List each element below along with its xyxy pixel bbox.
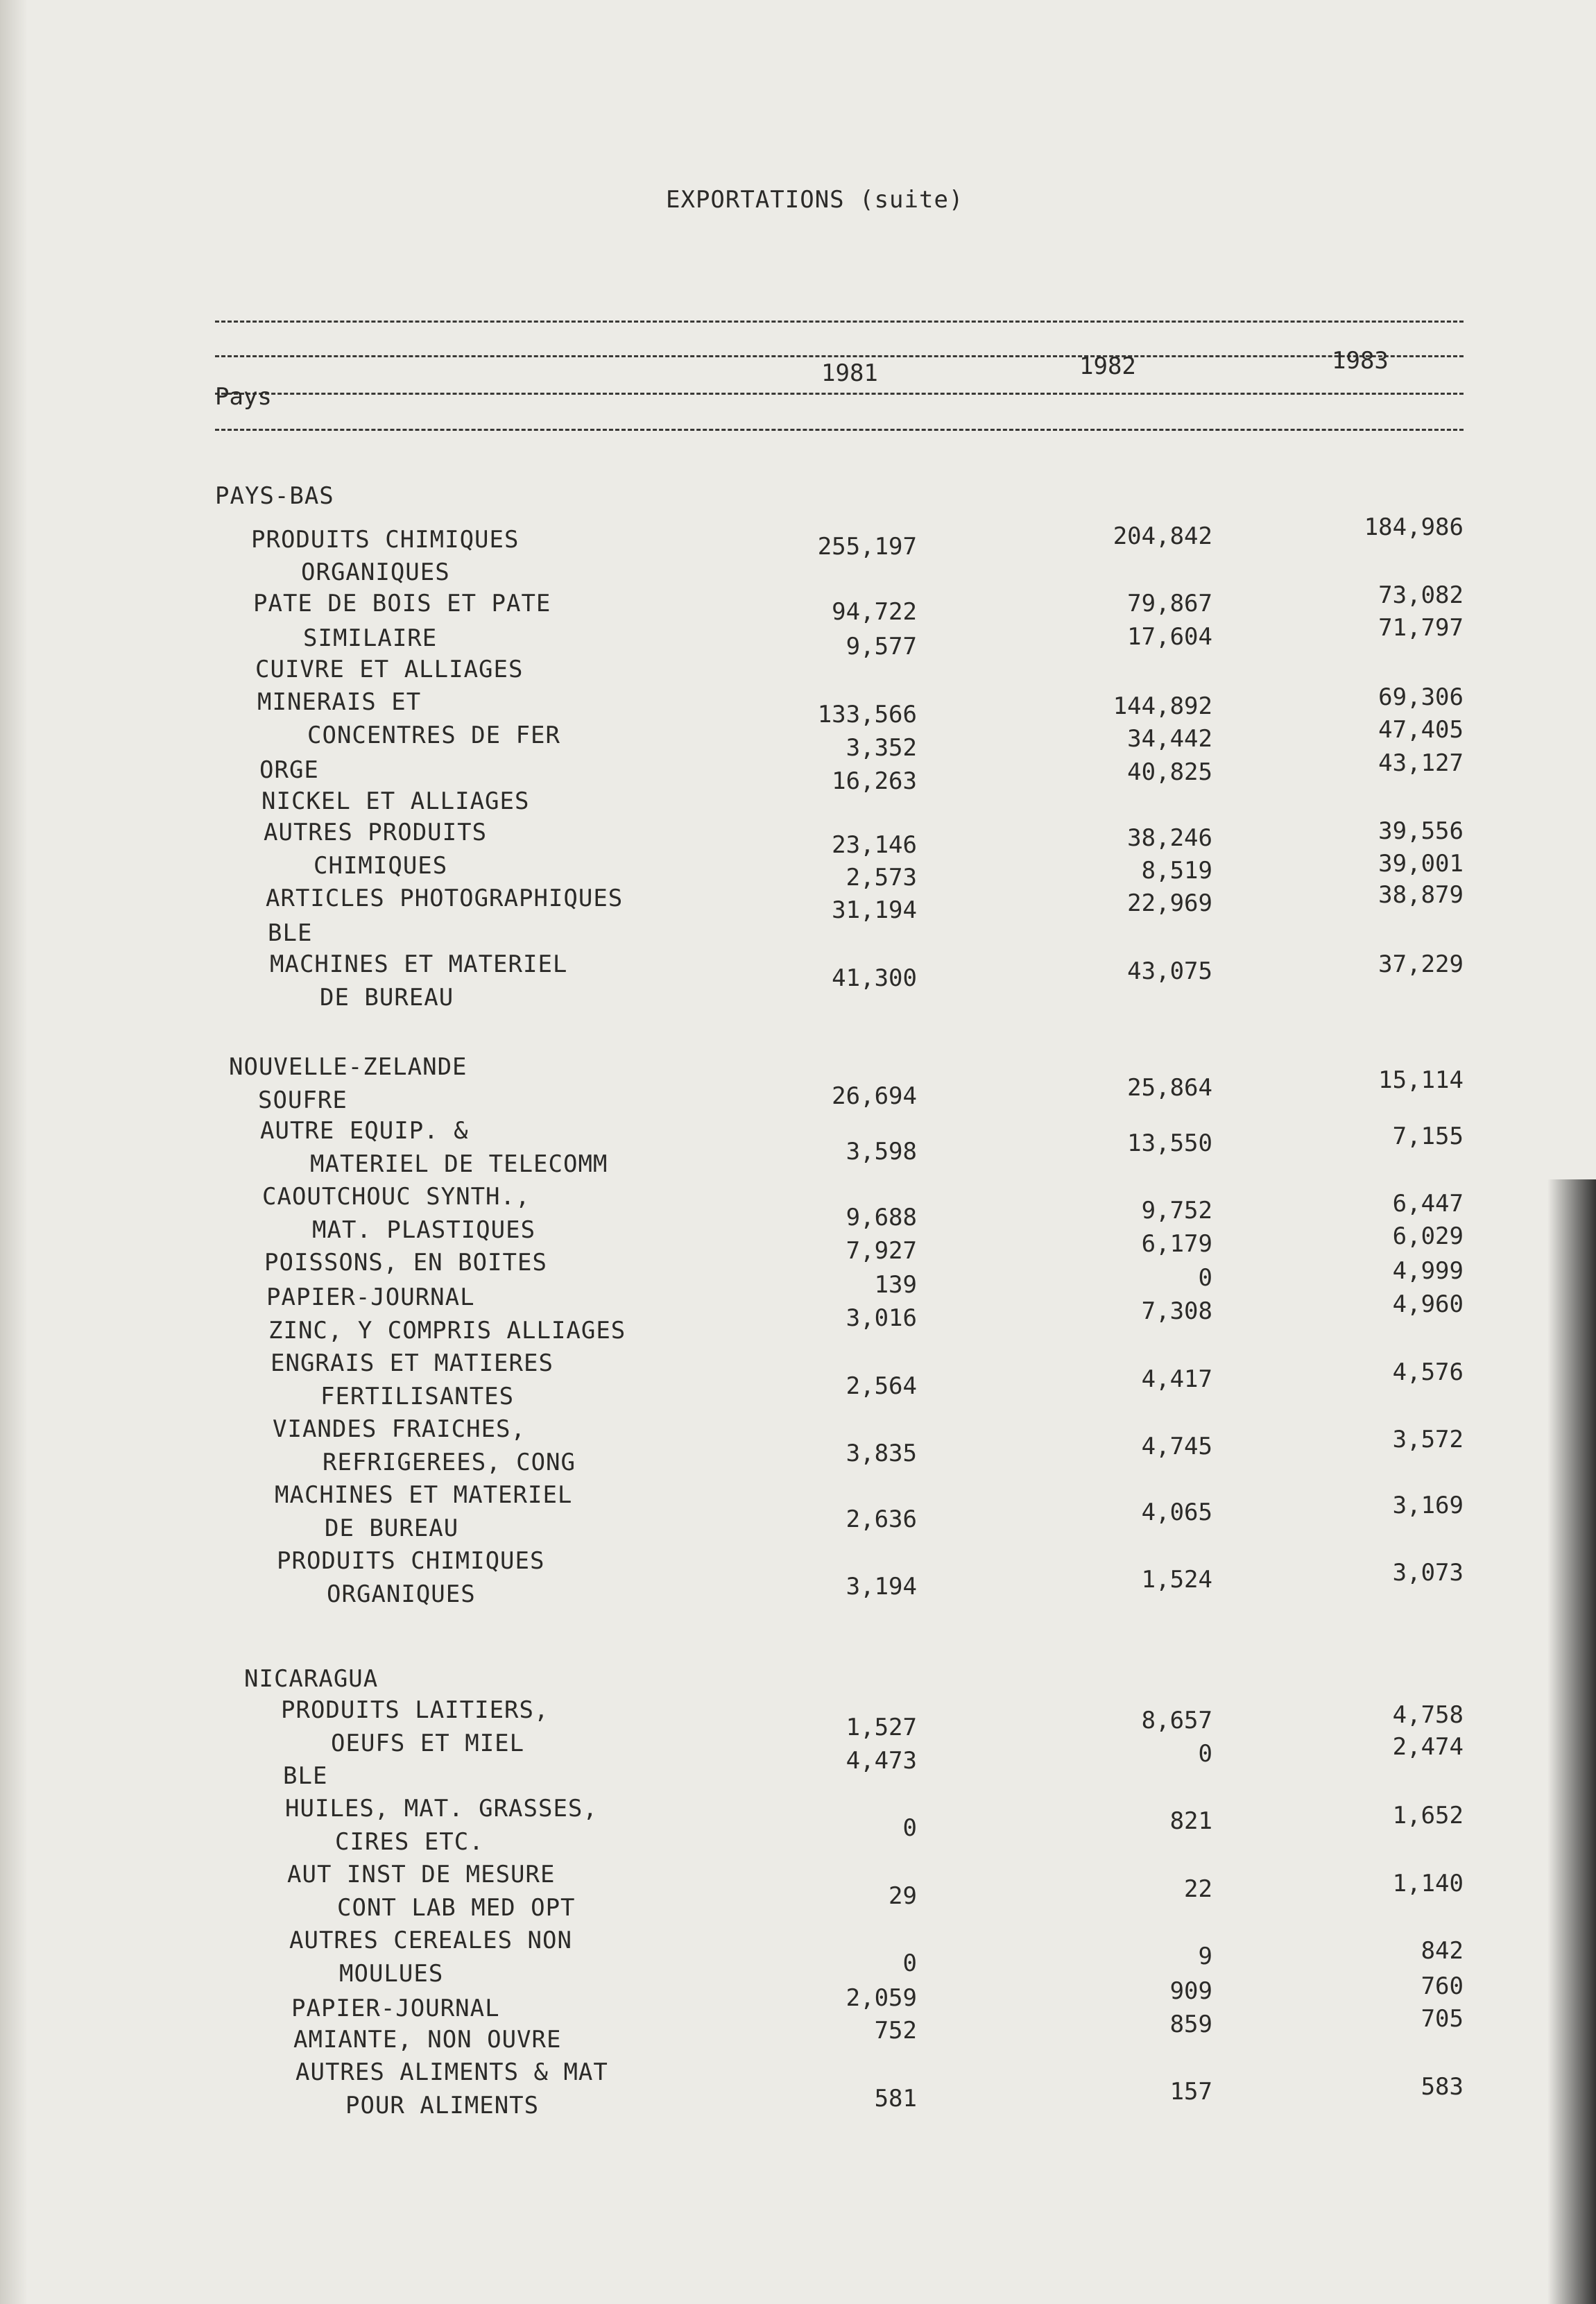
product-label: PATE DE BOIS ET PATE xyxy=(253,590,551,617)
value-cell-1983: 73,082 xyxy=(1378,581,1464,609)
value-cell-1983: 43,127 xyxy=(1378,749,1464,777)
value-cell-1982: 0 xyxy=(1198,1264,1212,1292)
product-label-continuation: MOULUES xyxy=(339,1960,444,1988)
value-cell-1981: 94,722 xyxy=(832,598,917,626)
value-cell-1983: 3,572 xyxy=(1392,1426,1464,1453)
header-year-1983: 1983 xyxy=(1332,347,1389,375)
value-cell-1981: 0 xyxy=(902,1949,917,1977)
product-label-continuation: CONCENTRES DE FER xyxy=(307,722,560,749)
value-cell-1981: 26,694 xyxy=(832,1082,917,1110)
value-cell-1983: 47,405 xyxy=(1378,716,1464,744)
product-label: MACHINES ET MATERIEL xyxy=(275,1481,573,1509)
value-cell-1983: 3,073 xyxy=(1392,1559,1464,1587)
page-title: EXPORTATIONS (suite) xyxy=(666,186,964,214)
product-label-continuation: DE BUREAU xyxy=(325,1514,459,1542)
product-label-continuation: MAT. PLASTIQUES xyxy=(312,1216,536,1244)
value-cell-1981: 23,146 xyxy=(832,831,917,859)
value-cell-1981: 3,352 xyxy=(846,734,917,762)
product-label: SOUFRE xyxy=(258,1086,347,1114)
value-cell-1983: 4,999 xyxy=(1392,1257,1464,1285)
value-cell-1982: 0 xyxy=(1198,1740,1212,1768)
value-cell-1981: 752 xyxy=(874,2017,917,2045)
product-label: ENGRAIS ET MATIERES xyxy=(271,1349,554,1377)
value-cell-1982: 157 xyxy=(1169,2078,1212,2106)
value-cell-1983: 39,001 xyxy=(1378,850,1464,878)
product-label-continuation: SIMILAIRE xyxy=(303,624,438,652)
product-label: BLE xyxy=(268,919,313,947)
product-label: CAOUTCHOUC SYNTH., xyxy=(262,1183,531,1211)
product-label: AUTRES CEREALES NON xyxy=(289,1927,572,1954)
value-cell-1982: 144,892 xyxy=(1113,692,1212,720)
value-cell-1983: 4,960 xyxy=(1392,1290,1464,1318)
product-label: MACHINES ET MATERIEL xyxy=(270,950,568,978)
value-cell-1981: 29 xyxy=(889,1882,917,1910)
value-cell-1983: 842 xyxy=(1421,1937,1464,1965)
value-cell-1982: 22 xyxy=(1184,1875,1212,1903)
value-cell-1982: 40,825 xyxy=(1127,758,1212,786)
value-cell-1982: 4,065 xyxy=(1141,1499,1212,1526)
value-cell-1981: 2,059 xyxy=(846,1984,917,2012)
value-cell-1982: 17,604 xyxy=(1127,623,1212,651)
product-label: PRODUITS LAITIERS, xyxy=(281,1696,549,1724)
value-cell-1981: 1,527 xyxy=(846,1714,917,1741)
value-cell-1983: 6,447 xyxy=(1392,1190,1464,1218)
product-label-continuation: FERTILISANTES xyxy=(320,1383,515,1410)
product-label: ARTICLES PHOTOGRAPHIQUES xyxy=(266,885,624,912)
value-cell-1983: 583 xyxy=(1421,2073,1464,2101)
product-label-continuation: CONT LAB MED OPT xyxy=(337,1894,576,1922)
product-label-continuation: CHIMIQUES xyxy=(314,852,448,880)
value-cell-1983: 184,986 xyxy=(1364,513,1464,541)
value-cell-1982: 43,075 xyxy=(1127,957,1212,985)
product-label: AMIANTE, NON OUVRE xyxy=(293,2026,562,2054)
value-cell-1981: 0 xyxy=(902,1814,917,1842)
product-label: PAPIER-JOURNAL xyxy=(266,1283,475,1311)
value-cell-1983: 4,758 xyxy=(1392,1701,1464,1729)
product-label-continuation: MATERIEL DE TELECOMM xyxy=(310,1150,608,1178)
value-cell-1983: 7,155 xyxy=(1392,1123,1464,1150)
value-cell-1983: 2,474 xyxy=(1392,1733,1464,1761)
value-cell-1982: 9 xyxy=(1198,1943,1212,1970)
product-label: HUILES, MAT. GRASSES, xyxy=(285,1795,598,1823)
product-label-continuation: POUR ALIMENTS xyxy=(345,2092,540,2119)
value-cell-1983: 705 xyxy=(1421,2005,1464,2033)
value-cell-1981: 7,927 xyxy=(846,1237,917,1265)
value-cell-1981: 581 xyxy=(874,2085,917,2113)
product-label: POISSONS, EN BOITES xyxy=(264,1249,547,1277)
product-label-continuation: ORGANIQUES xyxy=(327,1580,476,1608)
product-label: PAPIER-JOURNAL xyxy=(291,1995,500,2022)
value-cell-1982: 34,442 xyxy=(1127,725,1212,753)
value-cell-1982: 821 xyxy=(1169,1807,1212,1835)
value-cell-1983: 1,140 xyxy=(1392,1870,1464,1897)
value-cell-1981: 255,197 xyxy=(817,533,917,561)
product-label: PRODUITS CHIMIQUES xyxy=(251,526,520,554)
value-cell-1982: 909 xyxy=(1169,1977,1212,2005)
value-cell-1981: 9,577 xyxy=(846,633,917,660)
value-cell-1983: 38,879 xyxy=(1378,881,1464,909)
value-cell-1981: 133,566 xyxy=(817,701,917,728)
value-cell-1982: 38,246 xyxy=(1127,824,1212,852)
value-cell-1982: 25,864 xyxy=(1127,1074,1212,1102)
header-year-1982: 1982 xyxy=(1079,352,1136,380)
product-label: BLE xyxy=(283,1762,328,1790)
product-label: AUTRES PRODUITS xyxy=(264,819,488,846)
product-label-continuation: CIRES ETC. xyxy=(335,1828,484,1856)
value-cell-1981: 16,263 xyxy=(832,767,917,795)
value-cell-1983: 760 xyxy=(1421,1972,1464,2000)
product-label: AUT INST DE MESURE xyxy=(287,1861,556,1888)
value-cell-1982: 6,179 xyxy=(1141,1230,1212,1258)
value-cell-1983: 6,029 xyxy=(1392,1222,1464,1250)
value-cell-1982: 79,867 xyxy=(1127,590,1212,617)
value-cell-1983: 3,169 xyxy=(1392,1492,1464,1519)
value-cell-1982: 4,745 xyxy=(1141,1433,1212,1460)
value-cell-1983: 15,114 xyxy=(1378,1066,1464,1094)
value-cell-1983: 39,556 xyxy=(1378,817,1464,845)
product-label: VIANDES FRAICHES, xyxy=(273,1415,526,1443)
value-cell-1981: 31,194 xyxy=(832,896,917,924)
country-heading: NICARAGUA xyxy=(244,1665,379,1693)
value-cell-1982: 859 xyxy=(1169,2011,1212,2038)
value-cell-1982: 13,550 xyxy=(1127,1129,1212,1157)
value-cell-1981: 41,300 xyxy=(832,964,917,992)
value-cell-1982: 7,308 xyxy=(1141,1297,1212,1325)
product-label: AUTRE EQUIP. & xyxy=(260,1117,469,1145)
product-label-continuation: DE BUREAU xyxy=(320,984,454,1012)
product-label: MINERAIS ET xyxy=(257,688,422,716)
country-heading: NOUVELLE-ZELANDE xyxy=(229,1053,467,1081)
product-label: CUIVRE ET ALLIAGES xyxy=(255,656,524,683)
product-label: AUTRES ALIMENTS & MAT xyxy=(295,2058,608,2086)
value-cell-1982: 204,842 xyxy=(1113,522,1212,550)
value-cell-1982: 1,524 xyxy=(1141,1566,1212,1594)
value-cell-1982: 8,657 xyxy=(1141,1707,1212,1734)
value-cell-1981: 2,564 xyxy=(846,1372,917,1400)
value-cell-1981: 3,835 xyxy=(846,1440,917,1467)
value-cell-1982: 22,969 xyxy=(1127,889,1212,917)
value-cell-1981: 3,598 xyxy=(846,1138,917,1166)
product-label-continuation: ORGANIQUES xyxy=(301,558,450,586)
value-cell-1981: 139 xyxy=(874,1271,917,1299)
value-cell-1983: 37,229 xyxy=(1378,950,1464,978)
product-label: ZINC, Y COMPRIS ALLIAGES xyxy=(268,1317,626,1345)
value-cell-1981: 2,636 xyxy=(846,1505,917,1533)
value-cell-1981: 3,016 xyxy=(846,1304,917,1332)
value-cell-1982: 9,752 xyxy=(1141,1197,1212,1224)
product-label: PRODUITS CHIMIQUES xyxy=(277,1547,545,1575)
product-label-continuation: OEUFS ET MIEL xyxy=(331,1730,525,1757)
value-cell-1983: 69,306 xyxy=(1378,683,1464,711)
product-label: NICKEL ET ALLIAGES xyxy=(261,787,530,815)
value-cell-1983: 71,797 xyxy=(1378,614,1464,642)
value-cell-1983: 4,576 xyxy=(1392,1358,1464,1386)
country-heading: PAYS-BAS xyxy=(215,482,334,510)
value-cell-1981: 3,194 xyxy=(846,1573,917,1601)
product-label-continuation: REFRIGEREES, CONG xyxy=(323,1449,576,1476)
value-cell-1981: 9,688 xyxy=(846,1204,917,1231)
value-cell-1981: 4,473 xyxy=(846,1747,917,1775)
value-cell-1982: 8,519 xyxy=(1141,857,1212,885)
value-cell-1982: 4,417 xyxy=(1141,1365,1212,1393)
value-cell-1981: 2,573 xyxy=(846,864,917,891)
value-cell-1983: 1,652 xyxy=(1392,1802,1464,1829)
header-year-1981: 1981 xyxy=(821,359,878,387)
header-country: Pays xyxy=(215,383,272,411)
product-label: ORGE xyxy=(259,756,319,784)
